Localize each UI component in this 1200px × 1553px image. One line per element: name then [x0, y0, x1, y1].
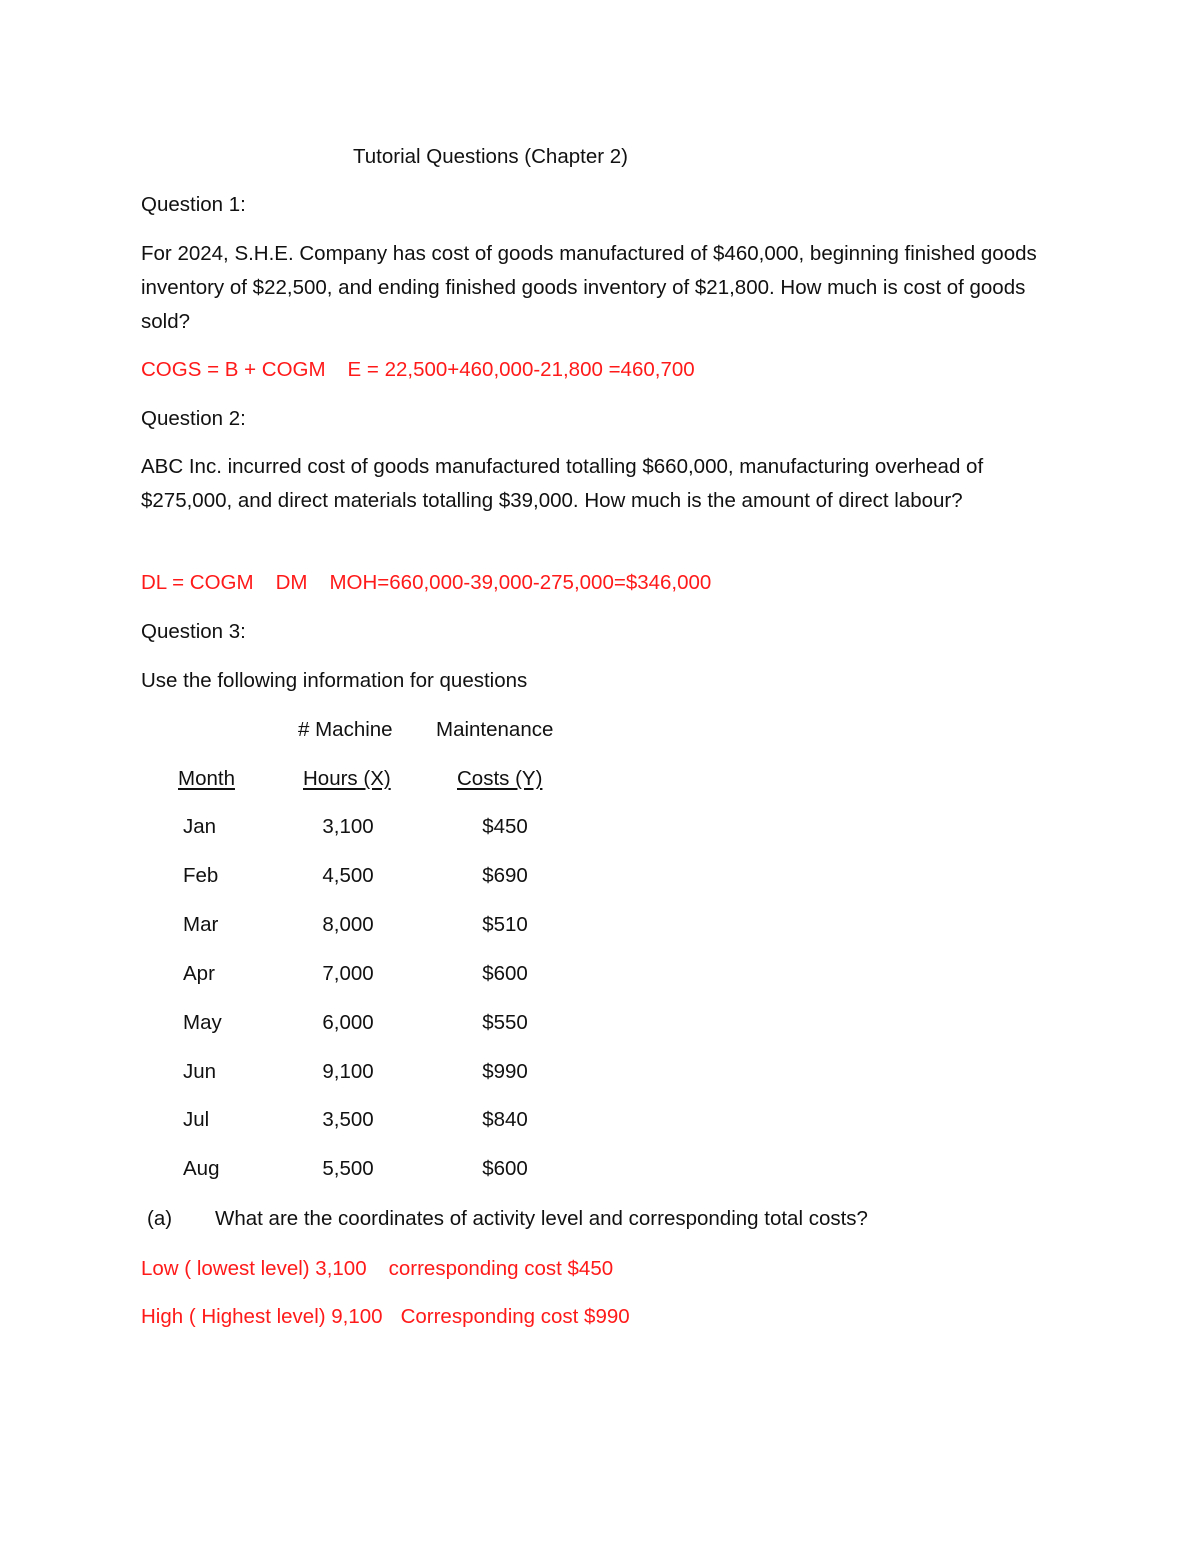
- question-3-sub-a: [147, 1202, 868, 1236]
- question-2-answer-formula-b: DM: [275, 571, 308, 594]
- row-cost: $690: [482, 864, 528, 887]
- row-hours: 5,500: [322, 1157, 374, 1180]
- question-3-intro: Use the following information for questions: [141, 669, 528, 692]
- row-cost: $450: [482, 815, 528, 838]
- row-hours: 3,500: [322, 1108, 374, 1131]
- row-month: Jun: [183, 1060, 217, 1083]
- table-row: [0, 1103, 700, 1137]
- row-hours: 8,000: [322, 913, 374, 936]
- table-row: [0, 1152, 700, 1186]
- row-month: Jul: [183, 1108, 210, 1131]
- answer-low: [141, 1252, 613, 1286]
- table-row: [0, 859, 700, 893]
- row-cost: $600: [482, 962, 528, 985]
- answer-low-cost: corresponding cost $450: [388, 1257, 614, 1280]
- header-month: Month: [178, 767, 235, 790]
- row-hours: 6,000: [322, 1011, 374, 1034]
- header-cost-top: Maintenance: [436, 718, 554, 741]
- row-hours: 4,500: [322, 864, 374, 887]
- row-month: Apr: [183, 962, 215, 985]
- row-cost: $550: [482, 1011, 528, 1034]
- header-hours-top: # Machine: [298, 718, 393, 741]
- question-1-answer-formula: COGS = B + COGM: [141, 358, 326, 381]
- question-1-answer-calculation: E = 22,500+460,000-21,800 =460,700: [347, 358, 695, 381]
- answer-high-level: High ( Highest level) 9,100: [141, 1305, 383, 1328]
- question-2-answer: [141, 566, 711, 600]
- row-cost: $840: [482, 1108, 528, 1131]
- row-month: Aug: [183, 1157, 220, 1180]
- row-hours: 7,000: [322, 962, 374, 985]
- answer-low-level: Low ( lowest level) 3,100: [141, 1257, 367, 1280]
- table-row: [0, 1055, 700, 1089]
- table-row: [0, 908, 700, 942]
- row-cost: $600: [482, 1157, 528, 1180]
- document-title: Tutorial Questions (Chapter 2): [353, 145, 628, 168]
- row-hours: 9,100: [322, 1060, 374, 1083]
- row-month: Feb: [183, 864, 219, 887]
- row-month: May: [183, 1011, 222, 1034]
- table-header-bottom: [0, 762, 700, 796]
- question-2-body: ABC Inc. incurred cost of goods manufactured totalling $660,000, manufacturing overhead of $275,000, and direct materials totalling $39,000. How much is the amount of direct labour?: [141, 455, 984, 512]
- table-row: [0, 957, 700, 991]
- table-row: [0, 1006, 700, 1040]
- sub-a-text: What are the coordinates of activity level and corresponding total costs?: [215, 1207, 868, 1230]
- table-row: [0, 810, 700, 844]
- answer-high-cost: Corresponding cost $990: [400, 1305, 630, 1328]
- row-month: Jan: [183, 815, 217, 838]
- question-1-heading: Question 1:: [141, 193, 246, 216]
- question-2-answer-calculation: MOH=660,000-39,000-275,000=$346,000: [329, 571, 712, 594]
- row-month: Mar: [183, 913, 219, 936]
- row-cost: $510: [482, 913, 528, 936]
- question-3-heading: Question 3:: [141, 620, 246, 643]
- header-cost: Costs (Y): [457, 767, 543, 790]
- answer-high: [141, 1300, 630, 1334]
- row-cost: $990: [482, 1060, 528, 1083]
- question-2-heading: Question 2:: [141, 407, 246, 430]
- question-1-body: For 2024, S.H.E. Company has cost of goods manufactured of $460,000, beginning finished goods inventory of $22,500, and ending finished goods inventory of $21,800. How much is cost of goods sold?: [141, 242, 1037, 333]
- table-header-top: [0, 713, 700, 747]
- row-hours: 3,100: [322, 815, 374, 838]
- header-hours: Hours (X): [303, 767, 391, 790]
- sub-a-marker: (a): [147, 1207, 173, 1230]
- question-2-answer-formula-a: DL = COGM: [141, 571, 254, 594]
- question-1-answer: [141, 353, 695, 387]
